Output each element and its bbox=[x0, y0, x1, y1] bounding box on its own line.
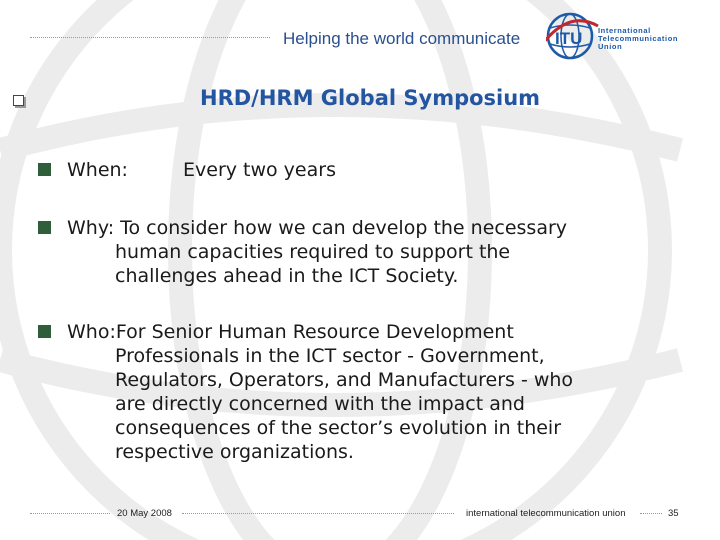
who-line: respective organizations. bbox=[115, 441, 354, 463]
when-label: When: bbox=[67, 159, 128, 181]
footer-date: 20 May 2008 bbox=[117, 508, 172, 519]
header-dotted-rule bbox=[30, 37, 270, 38]
page-number: 35 bbox=[668, 508, 679, 519]
logo-line: International bbox=[598, 26, 651, 35]
footer-dotted-rule bbox=[640, 513, 662, 514]
itu-logo-mark: ITU bbox=[555, 29, 583, 48]
why-line: challenges ahead in the ICT Society. bbox=[115, 265, 459, 287]
why-label: Why: bbox=[67, 217, 115, 239]
when-value: Every two years bbox=[183, 159, 336, 181]
square-bullet-icon bbox=[38, 163, 51, 176]
who-line: For Senior Human Resource Development bbox=[115, 321, 514, 343]
who-label: Who: bbox=[67, 321, 116, 343]
title-bullet-icon bbox=[13, 95, 24, 106]
footer-org: international telecommunication union bbox=[466, 508, 626, 519]
who-line: Professionals in the ICT sector - Government, bbox=[115, 345, 545, 367]
square-bullet-icon bbox=[38, 221, 51, 234]
footer-dotted-rule bbox=[182, 513, 454, 514]
logo-line: Telecommunication bbox=[598, 34, 679, 43]
footer-dotted-rule bbox=[30, 513, 110, 514]
why-text bbox=[67, 216, 567, 288]
itu-logo-text bbox=[598, 27, 678, 51]
logo-line: Union bbox=[598, 42, 623, 51]
slide-title: HRD/HRM Global Symposium bbox=[200, 86, 541, 110]
who-line: are directly concerned with the impact and bbox=[115, 393, 525, 415]
who-line: consequences of the sector’s evolution in their bbox=[115, 417, 562, 439]
who-line: Regulators, Operators, and Manufacturers - who bbox=[115, 369, 574, 391]
why-line: To consider how we can develop the necessary bbox=[114, 217, 568, 239]
header-tagline: Helping the world communicate bbox=[283, 29, 521, 48]
why-line: human capacities required to support the bbox=[115, 241, 511, 263]
square-bullet-icon bbox=[38, 325, 51, 338]
when-text bbox=[67, 158, 128, 182]
who-text bbox=[67, 320, 573, 464]
